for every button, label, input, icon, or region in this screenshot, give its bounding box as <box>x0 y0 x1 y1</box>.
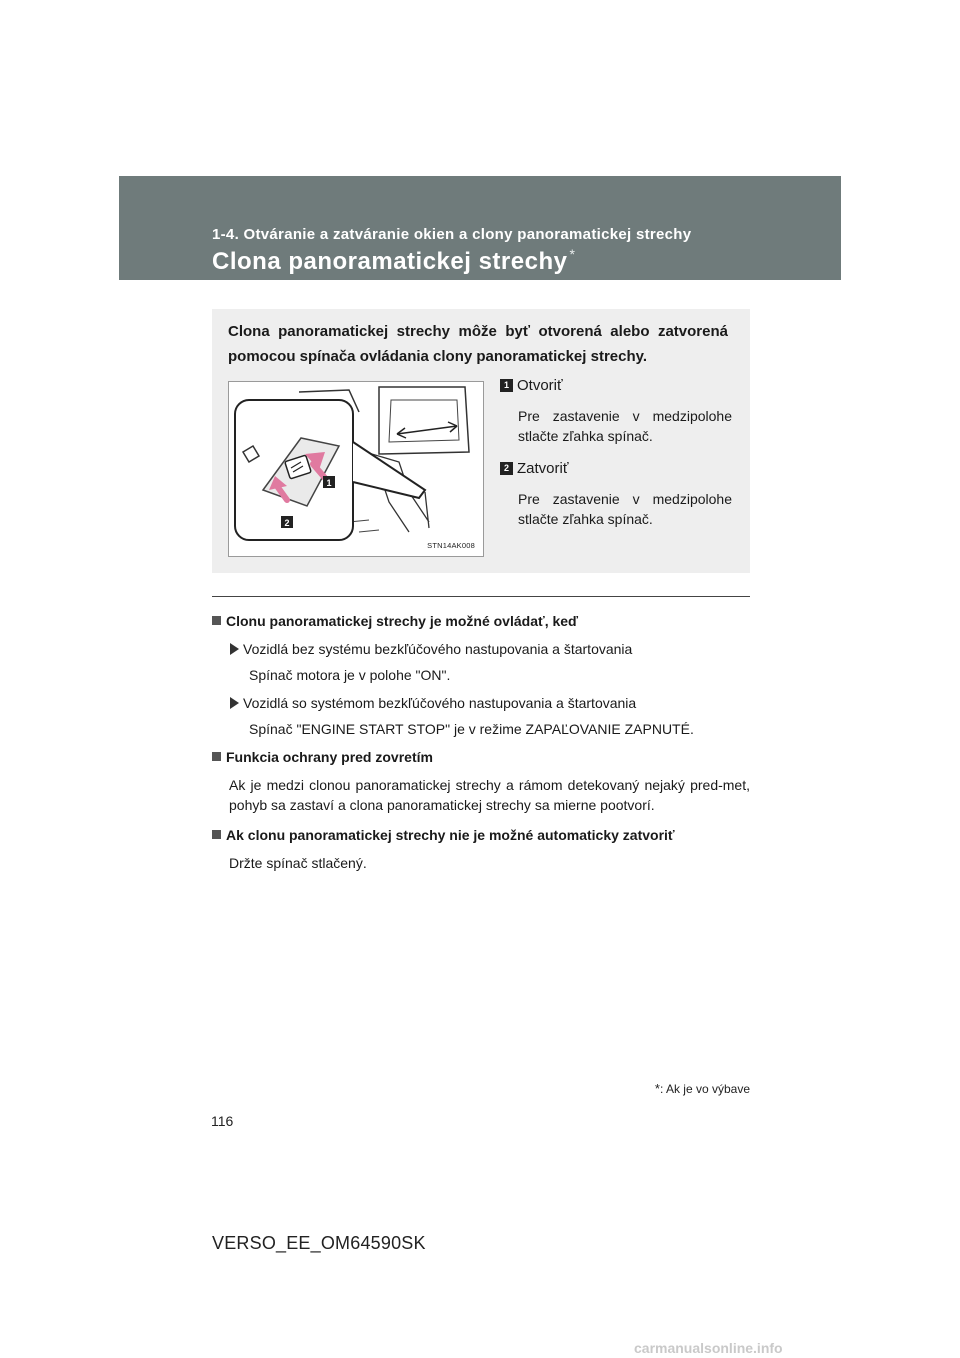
callout-number: 2 <box>500 462 513 475</box>
document-code: VERSO_EE_OM64590SK <box>212 1233 426 1253</box>
page-number: 116 <box>211 1113 234 1129</box>
note-heading-text: Funkcia ochrany pred zovretím <box>226 749 433 765</box>
asterisk-icon: * <box>654 1081 660 1096</box>
asterisk-mark: * <box>569 246 576 262</box>
note-heading <box>212 611 750 631</box>
note-paragraph: Ak je medzi clonou panoramatickej strechy a rámom detekovaný nejaký pred-met, pohyb sa zastaví a clona panoramatickej strechy sa mierne pootvorí. <box>229 777 750 813</box>
switch-diagram <box>229 382 484 557</box>
footnote <box>620 1081 750 1096</box>
triangle-bullet-icon <box>230 643 239 655</box>
list-item-text: Vozidlá so systémom bezkľúčového nastupovania a štartovania <box>243 695 637 711</box>
note-heading-text: Clonu panoramatickej strechy je možné ovládať, keď <box>226 613 579 629</box>
svg-text:2: 2 <box>284 518 290 528</box>
square-bullet-icon <box>212 616 221 625</box>
list-item <box>230 693 750 713</box>
note-paragraph: Držte spínač stlačený. <box>229 855 367 871</box>
list-item-detail: Spínač "ENGINE START STOP" je v režime ZAPAĽOVANIE ZAPNUTÉ. <box>249 721 694 737</box>
note-heading-text: Ak clonu panoramatickej strechy nie je možné automaticky zatvoriť <box>226 827 675 843</box>
info-box <box>212 309 750 573</box>
figure-code: STN14AK008 <box>427 541 475 550</box>
callout-title: Zatvoriť <box>517 460 569 477</box>
roof-shade-illustration <box>228 381 484 557</box>
triangle-bullet-icon <box>230 697 239 709</box>
callout-title: Otvoriť <box>517 377 563 394</box>
watermark: carmanualsonline.info <box>634 1340 783 1356</box>
svg-text:1: 1 <box>326 478 332 488</box>
note-heading <box>212 747 750 767</box>
callout-list <box>500 377 732 543</box>
divider <box>212 596 750 597</box>
list-item-text: Vozidlá bez systému bezkľúčového nastupovania a štartovania <box>243 641 633 657</box>
footnote-text: : Ak je vo výbave <box>659 1082 750 1096</box>
note-heading <box>212 825 750 845</box>
callout-description: Pre zastavenie v medzipolohe stlačte zľahka spínač. <box>518 408 732 444</box>
page-title <box>212 248 575 276</box>
callout-description: Pre zastavenie v medzipolohe stlačte zľahka spínač. <box>518 491 732 527</box>
square-bullet-icon <box>212 830 221 839</box>
section-label: 1-4. Otváranie a zatváranie okien a clony panoramatickej strechy <box>212 226 692 243</box>
chapter-header <box>119 176 841 280</box>
square-bullet-icon <box>212 752 221 761</box>
callout-close <box>500 460 732 477</box>
callout-open <box>500 377 732 394</box>
page-title-text: Clona panoramatickej strechy <box>212 248 568 275</box>
intro-text: Clona panoramatickej strechy môže byť otvorená alebo zatvorená pomocou spínača ovládania clony panoramatickej strechy. <box>228 323 728 365</box>
notes-section <box>212 611 750 883</box>
list-item-detail: Spínač motora je v polohe "ON". <box>249 667 451 683</box>
list-item <box>230 639 750 659</box>
callout-number: 1 <box>500 379 513 392</box>
